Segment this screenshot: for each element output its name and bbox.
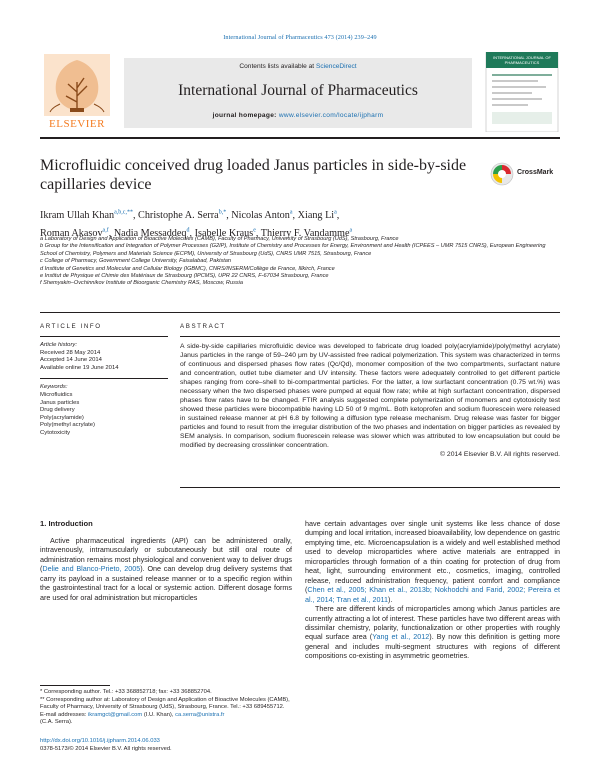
footnote-corresponding-1: * Corresponding author. Tel.: +33 368852718; fax: +33 368852704. [40, 689, 212, 695]
doi-link[interactable]: http://dx.doi.org/10.1016/j.ijpharm.2014.06.033 [40, 738, 160, 744]
issn-line: 0378-5173/© 2014 Elsevier B.V. All rights reserved. [40, 745, 172, 752]
author: Nadia Messaddeq$^d$, [113, 227, 195, 239]
article-title: Microfluidic conceived drug loaded Janus particles in side-by-side capillaries device [40, 157, 467, 193]
keyword: Janus particles [40, 399, 80, 406]
article-info-rule [40, 336, 168, 337]
article-info [40, 323, 168, 438]
author: Xiang Li$^a$, [297, 210, 340, 222]
email-link[interactable]: ikramgct@gmail.com [88, 711, 143, 718]
crossmark-icon [490, 162, 514, 186]
affiliation: d Institute of Genetics and Molecular and Cellular Biology (IGBMC), CNRS/INSERM/Collège de France, Illkirch, France [40, 265, 335, 272]
journal-title: International Journal of Pharmaceutics [178, 82, 418, 99]
contents-line: Contents lists available at ScienceDirect [239, 63, 357, 70]
footnotes [40, 689, 292, 727]
journal-homepage: journal homepage: www.elsevier.com/locate/ijpharm [212, 112, 384, 119]
keyword: Poly(acrylamide) [40, 414, 84, 421]
author: Ikram Ullah Khan$^{a,b,c,**}$, [40, 210, 139, 222]
sciencedirect-link[interactable]: ScienceDirect [315, 63, 357, 70]
homepage-link[interactable]: www.elsevier.com/locate/ijpharm [278, 112, 384, 119]
elsevier-logo [40, 52, 114, 132]
footnote-rule [40, 685, 110, 686]
journal-cover [484, 52, 560, 132]
author: Nicolas Anton$^a$, [231, 210, 298, 222]
history-label: Article history: [40, 342, 77, 348]
article-info-label: ARTICLE INFO [40, 323, 102, 330]
history-accepted: Accepted 14 June 2014 [40, 357, 102, 364]
citation-link[interactable]: Yang et al., 2012 [372, 632, 430, 642]
keyword: Drug delivery [40, 407, 75, 414]
elsevier-wordmark: ELSEVIER [49, 118, 105, 130]
section-heading-introduction: 1. Introduction [40, 519, 93, 528]
affiliations [40, 236, 560, 288]
journal-header [40, 52, 560, 134]
affiliation: a Laboratory of Design and Application of Bioactive Molecules (CAMB), Faculty of Pharmacy, University of Strasbourg (UdS), Strasbourg, France [40, 236, 399, 242]
citation-link[interactable]: Delie and Blanco-Prieto, 2005 [42, 564, 141, 574]
body-paragraph: There are different kinds of microparticles among which Janus particles are currently attracting a lot of interest. These particles have two different areas with dissimilar chemistry, polarity, functionalization or other properties with roughly equal surface area (Yang et al., 2012). By now this definition is getting more general and includes multi-segment structures with regions of different compositions co-existing in asymmetric geometries. [305, 604, 560, 661]
history-received: Received 28 May 2014 [40, 349, 101, 356]
journal-citation: International Journal of Pharmaceutics 473 (2014) 239–249 [223, 34, 377, 41]
footnote-corresponding-2: ** Corresponding author at: Laboratory of Design and Application of Bioactive Molecules (CAMB), Faculty of Pharmacy, University of Strasbourg (UdS), Strasbourg, France. Tel.: +33 689455712. [40, 696, 290, 710]
abstract-text: A side-by-side capillaries microfluidic device was developed to fabricate drug loaded poly(acrylamide)/poly(methyl acrylate) Janus particles in the range of 59–240 μm by UV-assisted free radical polymerization. This system was characterized in terms of continuous and dispersed phases flow rates (Qc/Qd), monomer composition of the two compartments, surfactant nature and concentration, outlet tube diameter and UV intensity. These factors were adequately controlled to get different particle shapes ranging from core–shell to bi-compartmental particles. For the latter, a low surfactant concentration (0.75 wt.%) was necessary when the two dispersed phases were pumped at equal flow rate; while at high surfactant concentration, dispersed phases flow rates have to be changed. FTIR analysis suggested complete polymerization of monomers and cytotoxicity test showed these particles were biocompatible having LD 50 of 9 mg/mL. Both ketoprofen and sodium fluorescein were released in sustained release manner at pH 6.8 by following a diffusion type release mechanism. Drug release was faster for bigger particles and found to result from the irregular distribution of the two phases and indentation on bigger particles as revealed by SEM analysis. In comparison, sodium fluorescein release was slower which was attributed to low encapsulation but could be modified by decreasing crosslinker concentration. [180, 343, 560, 449]
body-column-left [40, 536, 292, 602]
body-paragraph: have certain advantages over single unit systems like less chance of dose dumping and local irritation, increased bioavailability, low dependence on gastric emptying time, etc. Microencapsulation is a widely and well established method used to develop microparticles where active materials are entrapped in microparticles through formation of a thin coating for protection of drug from heat, light, surrounding environment etc., cosmetics, imaging, controlled release, reduced administration frequency, patient comfort and compliance (Chen et al., 2005; Khan et al., 2013b; Nokhodchi and Farid, 2002; Pereira et al., 2014; Tran et al., 2011). [305, 519, 560, 604]
crossmark-label: CrossMark [517, 169, 554, 176]
body-paragraph: Active pharmaceutical ingredients (API) can be administered orally, intravenously, intramuscularly or subcutaneously but still oral route of administration remains most physiological and convenient way to deliver drugs (Delie and Blanco-Prieto, 2005). One can develop drug delivery systems that carry its payload in a sustained release manner or to a specific region within the gastrointestinal tract for a local or systemic action. Different dosage forms are used for oral administration but microparticles [40, 536, 292, 602]
affiliation: f Shemyakin–Ovchinnikov Institute of Bioorganic Chemistry RAS, Moscow, Russia [40, 280, 244, 287]
abstract-label: ABSTRACT [180, 323, 226, 330]
body-column-right [305, 519, 560, 661]
citation-link[interactable]: Chen et al., 2005; Khan et al., 2013b; Nokhodchi and Farid, 2002; Pereira et al., 2014; Tran et al., 2011 [305, 585, 560, 604]
abstract [180, 323, 560, 459]
author: Thierry F. Vandamme$^a$ [260, 227, 353, 239]
email-link[interactable]: ca.serra@unistra.fr [175, 711, 225, 718]
author: Roman Akasov$^{a,f}$, [40, 227, 114, 239]
header-rule [40, 137, 560, 139]
keyword: Poly(methyl acrylate) [40, 422, 95, 429]
keyword: Microfluidics [40, 391, 73, 398]
crossmark-badge[interactable] [490, 162, 560, 186]
cover-title: INTERNATIONAL JOURNAL OF PHARMACEUTICS [493, 55, 551, 65]
keyword: Cytotoxicity [40, 429, 71, 436]
abstract-rule [180, 336, 560, 337]
footnote-emails: E-mail addresses: ikramgct@gmail.com (I.U. Khan), ca.serra@unistra.fr (C.A. Serra). [40, 711, 225, 725]
section-rule [40, 312, 560, 313]
affiliation: c College of Pharmacy, Government College University, Faisalabad, Pakistan [40, 258, 231, 265]
abstract-copyright: © 2014 Elsevier B.V. All rights reserved. [440, 451, 560, 458]
doi-block [40, 738, 292, 753]
affiliation: b Group for the Intensification and Integration of Polymer Processes (G2IP), Institute of Chemistry and Processes for Energy, Environment and Health (ICPEES – UMR 7515 CNRS), European Engineering School of Chemistry, Polymers and Materials Science (ECPM), University of Strasbourg (UdS), CNRS UMR 7515, Strasbourg, France [40, 243, 546, 257]
author: Christophe A. Serra$^{b,*}$, [138, 210, 232, 222]
abstract-body [180, 342, 560, 459]
abstract-end-rule [180, 487, 560, 488]
history-online: Available online 19 June 2014 [40, 364, 119, 371]
article-info-rule [40, 378, 168, 379]
masthead [124, 58, 472, 128]
affiliation: e Institut de Physique et Chimie des Matériaux de Strasbourg (IPCMS), UPR 22 CNRS, F-67034 Strasbourg, France [40, 273, 329, 280]
keywords-label: Keywords: [40, 384, 68, 391]
author: Isabelle Kraus$^e$, [194, 227, 261, 239]
